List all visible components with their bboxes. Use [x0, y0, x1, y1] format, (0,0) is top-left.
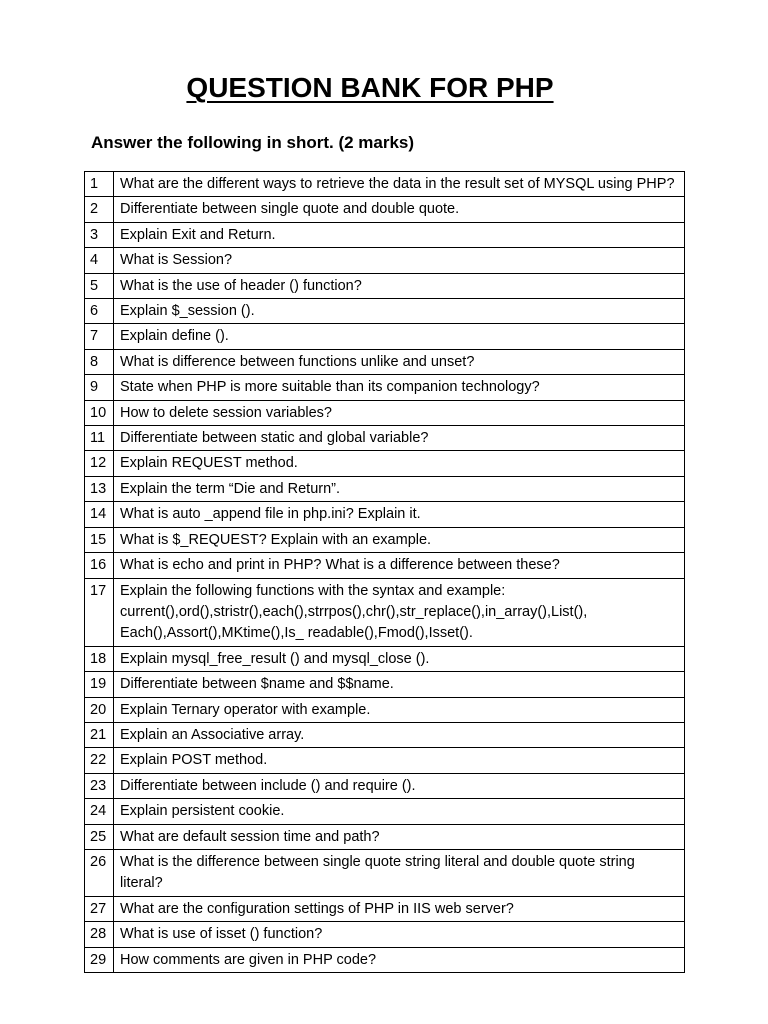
question-text: What are default session time and path? [114, 824, 685, 849]
question-text: Explain define (). [114, 324, 685, 349]
question-row [85, 896, 685, 921]
question-text: What is auto _append file in php.ini? Explain it. [114, 502, 685, 527]
question-number: 3 [85, 222, 114, 247]
question-row [85, 349, 685, 374]
question-row [85, 799, 685, 824]
question-number: 1 [85, 172, 114, 197]
page-title [0, 70, 740, 106]
question-row [85, 922, 685, 947]
question-text: Explain $_session (). [114, 299, 685, 324]
question-text: Explain Ternary operator with example. [114, 697, 685, 722]
question-row [85, 947, 685, 972]
question-text: Differentiate between include () and require (). [114, 773, 685, 798]
question-text: What is the use of header () function? [114, 273, 685, 298]
question-number: 22 [85, 748, 114, 773]
question-text: What is difference between functions unlike and unset? [114, 349, 685, 374]
question-text: Differentiate between single quote and double quote. [114, 197, 685, 222]
question-text: What is use of isset () function? [114, 922, 685, 947]
question-number: 5 [85, 273, 114, 298]
question-row [85, 324, 685, 349]
question-number: 19 [85, 672, 114, 697]
question-text: What are the different ways to retrieve the data in the result set of MYSQL using PHP? [114, 172, 685, 197]
question-text: Explain the following functions with the syntax and example: current(),ord(),stristr(),each(),strrpos(),chr(),str_replace(),in_array(),List(), Each(),Assort(),MKtime(),Is_ readable(),Fmod(),Isset(). [114, 578, 685, 646]
question-number: 9 [85, 375, 114, 400]
question-row [85, 502, 685, 527]
question-number: 20 [85, 697, 114, 722]
question-text: State when PHP is more suitable than its companion technology? [114, 375, 685, 400]
question-table-body [85, 172, 685, 973]
question-row [85, 197, 685, 222]
question-text: Explain mysql_free_result () and mysql_close (). [114, 646, 685, 671]
question-number: 13 [85, 476, 114, 501]
question-row [85, 248, 685, 273]
question-row [85, 222, 685, 247]
question-row [85, 375, 685, 400]
question-number: 29 [85, 947, 114, 972]
question-number: 24 [85, 799, 114, 824]
question-row [85, 172, 685, 197]
question-text: Explain an Associative array. [114, 722, 685, 747]
question-text: Explain REQUEST method. [114, 451, 685, 476]
question-text: How to delete session variables? [114, 400, 685, 425]
question-row [85, 527, 685, 552]
question-number: 14 [85, 502, 114, 527]
question-number: 21 [85, 722, 114, 747]
question-row [85, 451, 685, 476]
question-number: 23 [85, 773, 114, 798]
question-number: 2 [85, 197, 114, 222]
question-number: 4 [85, 248, 114, 273]
question-number: 28 [85, 922, 114, 947]
question-row [85, 824, 685, 849]
question-text: What are the configuration settings of PHP in IIS web server? [114, 896, 685, 921]
question-number: 25 [85, 824, 114, 849]
question-text: What is the difference between single quote string literal and double quote string literal? [114, 849, 685, 896]
question-row [85, 578, 685, 646]
question-number: 15 [85, 527, 114, 552]
question-number: 8 [85, 349, 114, 374]
question-row [85, 773, 685, 798]
question-row [85, 553, 685, 578]
question-number: 18 [85, 646, 114, 671]
question-text: What is echo and print in PHP? What is a difference between these? [114, 553, 685, 578]
question-number: 12 [85, 451, 114, 476]
question-text: Explain POST method. [114, 748, 685, 773]
question-text: Explain persistent cookie. [114, 799, 685, 824]
question-text: What is Session? [114, 248, 685, 273]
question-row [85, 299, 685, 324]
question-text: Differentiate between $name and $$name. [114, 672, 685, 697]
question-row [85, 722, 685, 747]
question-table [84, 171, 685, 973]
question-number: 16 [85, 553, 114, 578]
question-text: What is $_REQUEST? Explain with an example. [114, 527, 685, 552]
question-number: 17 [85, 578, 114, 646]
section-instruction: Answer the following in short. (2 marks) [91, 133, 415, 152]
question-text: How comments are given in PHP code? [114, 947, 685, 972]
question-row [85, 748, 685, 773]
question-text: Explain the term “Die and Return”. [114, 476, 685, 501]
question-row [85, 849, 685, 896]
question-number: 10 [85, 400, 114, 425]
question-row [85, 400, 685, 425]
question-text: Differentiate between static and global variable? [114, 426, 685, 451]
question-row [85, 697, 685, 722]
question-text: Explain Exit and Return. [114, 222, 685, 247]
question-row [85, 672, 685, 697]
question-number: 27 [85, 896, 114, 921]
question-number: 11 [85, 426, 114, 451]
question-row [85, 426, 685, 451]
question-row [85, 273, 685, 298]
question-number: 26 [85, 849, 114, 896]
question-row [85, 646, 685, 671]
page-title-text: QUESTION BANK FOR PHP [186, 72, 554, 103]
question-number: 7 [85, 324, 114, 349]
question-row [85, 476, 685, 501]
question-number: 6 [85, 299, 114, 324]
